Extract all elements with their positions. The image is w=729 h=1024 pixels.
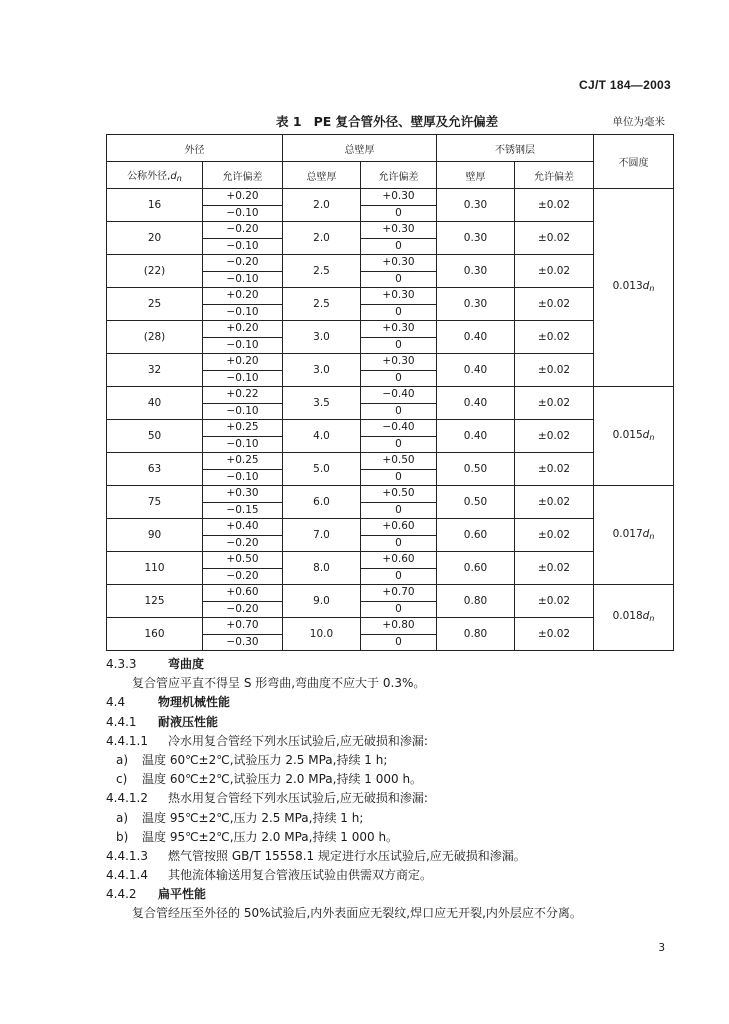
od-tolerance-upper: −0.20 xyxy=(203,255,283,272)
wall-tolerance-upper: +0.30 xyxy=(361,255,437,272)
total-wall-cell: 3.5 xyxy=(283,387,361,420)
od-tolerance-lower: −0.30 xyxy=(203,634,283,651)
header-steel-thickness: 壁厚 xyxy=(437,162,515,189)
clause-text: 冷水用复合管经下列水压试验后,应无破损和渗漏: xyxy=(168,733,428,748)
od-tolerance-upper: +0.40 xyxy=(203,519,283,536)
list-item xyxy=(106,809,676,828)
table-row xyxy=(107,354,674,371)
nominal-od-cell: 16 xyxy=(107,189,203,222)
nominal-od-cell: 20 xyxy=(107,222,203,255)
od-tolerance-lower: −0.10 xyxy=(203,403,283,420)
header-stainless-layer: 不锈钢层 xyxy=(437,135,594,162)
ovality-coefficient: 0.017 xyxy=(612,527,643,540)
body-text xyxy=(106,655,676,924)
nominal-od-cell: 25 xyxy=(107,288,203,321)
nominal-od-cell: 32 xyxy=(107,354,203,387)
wall-tolerance-lower: 0 xyxy=(361,337,437,354)
wall-tolerance-upper: +0.60 xyxy=(361,552,437,569)
list-label: a) xyxy=(116,810,129,825)
steel-tolerance-cell: ±0.02 xyxy=(515,552,594,585)
nominal-od-cell: 90 xyxy=(107,519,203,552)
steel-thickness-cell: 0.60 xyxy=(437,519,515,552)
steel-tolerance-cell: ±0.02 xyxy=(515,288,594,321)
list-label: b) xyxy=(116,829,129,844)
list-item xyxy=(106,828,676,847)
section-title: 扁平性能 xyxy=(158,887,207,902)
ovality-cell xyxy=(594,387,674,486)
od-tolerance-upper: +0.30 xyxy=(203,486,283,503)
wall-tolerance-upper: +0.80 xyxy=(361,618,437,635)
total-wall-cell: 4.0 xyxy=(283,420,361,453)
table-row xyxy=(107,486,674,503)
od-tolerance-upper: +0.20 xyxy=(203,354,283,371)
clause-4-4-1-4 xyxy=(106,866,676,885)
page-number: 3 xyxy=(658,942,665,954)
od-tolerance-lower: −0.10 xyxy=(203,436,283,453)
nominal-od-cell: (22) xyxy=(107,255,203,288)
ovality-coefficient: 0.018 xyxy=(612,610,643,622)
table-row xyxy=(107,255,674,272)
steel-thickness-cell: 0.60 xyxy=(437,552,515,585)
section-number: 4.3.3 xyxy=(106,657,137,671)
steel-tolerance-cell: ±0.02 xyxy=(515,354,594,387)
clause-text: 其他流体输送用复合管液压试验由供需双方商定。 xyxy=(168,868,433,883)
od-tolerance-lower: −0.10 xyxy=(203,271,283,288)
steel-thickness-cell: 0.30 xyxy=(437,189,515,222)
wall-tolerance-upper: +0.30 xyxy=(361,321,437,338)
section-title: 物理机械性能 xyxy=(158,695,231,710)
header-steel-tolerance: 允许偏差 xyxy=(515,162,594,189)
steel-thickness-cell: 0.40 xyxy=(437,387,515,420)
clause-4-4-1-1 xyxy=(106,732,676,751)
wall-tolerance-lower: 0 xyxy=(361,634,437,651)
header-total-wall-thickness: 总壁厚 xyxy=(283,162,361,189)
od-tolerance-upper: +0.60 xyxy=(203,585,283,602)
steel-tolerance-cell: ±0.02 xyxy=(515,453,594,486)
nominal-od-cell: 75 xyxy=(107,486,203,519)
od-tolerance-upper: +0.25 xyxy=(203,420,283,437)
total-wall-cell: 3.0 xyxy=(283,354,361,387)
od-tolerance-upper: +0.25 xyxy=(203,453,283,470)
wall-tolerance-upper: +0.50 xyxy=(361,453,437,470)
steel-tolerance-cell: ±0.02 xyxy=(515,189,594,222)
section-4-4 xyxy=(106,693,676,712)
wall-tolerance-lower: 0 xyxy=(361,304,437,321)
header-total-wall-tolerance: 允许偏差 xyxy=(361,162,437,189)
section-title: 耐液压性能 xyxy=(158,714,219,729)
od-tolerance-upper: +0.22 xyxy=(203,387,283,404)
total-wall-cell: 2.5 xyxy=(283,255,361,288)
ovality-subscript: n xyxy=(649,614,655,623)
wall-tolerance-upper: +0.50 xyxy=(361,486,437,503)
document-code: CJ/T 184—2003 xyxy=(579,78,671,92)
steel-thickness-cell: 0.30 xyxy=(437,222,515,255)
ovality-coefficient: 0.015 xyxy=(612,428,643,441)
table-row xyxy=(107,288,674,305)
section-4-3-3 xyxy=(106,655,676,674)
section-4-4-1 xyxy=(106,713,676,732)
table-caption xyxy=(276,112,498,130)
list-text: 温度 60℃±2℃,试验压力 2.5 MPa,持续 1 h; xyxy=(142,752,388,767)
ovality-symbol: d xyxy=(642,428,650,441)
table-row xyxy=(107,189,674,206)
section-number: 4.4.2 xyxy=(106,887,137,902)
table-row xyxy=(107,585,674,602)
steel-thickness-cell: 0.80 xyxy=(437,585,515,618)
table-row xyxy=(107,222,674,239)
od-tolerance-lower: −0.10 xyxy=(203,337,283,354)
ovality-symbol: d xyxy=(642,280,650,292)
list-item xyxy=(106,751,676,770)
steel-thickness-cell: 0.80 xyxy=(437,618,515,651)
wall-tolerance-lower: 0 xyxy=(361,436,437,453)
steel-tolerance-cell: ±0.02 xyxy=(515,255,594,288)
steel-thickness-cell: 0.40 xyxy=(437,321,515,354)
clause-text: 燃气管按照 GB/T 15558.1 规定进行水压试验后,应无破损和渗漏。 xyxy=(168,848,526,863)
table-caption-title: PE 复合管外径、壁厚及允许偏差 xyxy=(313,114,499,129)
total-wall-cell: 10.0 xyxy=(283,618,361,651)
total-wall-cell: 9.0 xyxy=(283,585,361,618)
total-wall-cell: 8.0 xyxy=(283,552,361,585)
total-wall-cell: 2.0 xyxy=(283,189,361,222)
nominal-od-cell: 50 xyxy=(107,420,203,453)
list-label: c) xyxy=(116,772,128,787)
total-wall-cell: 5.0 xyxy=(283,453,361,486)
nominal-od-cell: 40 xyxy=(107,387,203,420)
clause-4-4-1-3 xyxy=(106,847,676,866)
steel-tolerance-cell: ±0.02 xyxy=(515,585,594,618)
wall-tolerance-upper: +0.30 xyxy=(361,222,437,239)
wall-tolerance-upper: +0.30 xyxy=(361,288,437,305)
header-total-wall: 总壁厚 xyxy=(283,135,437,162)
header-od-tolerance: 允许偏差 xyxy=(203,162,283,189)
od-tolerance-lower: −0.15 xyxy=(203,502,283,519)
table-row xyxy=(107,453,674,470)
clause-number: 4.4.1.3 xyxy=(106,848,148,863)
dimension-table xyxy=(106,134,674,651)
od-tolerance-upper: +0.50 xyxy=(203,552,283,569)
list-label: a) xyxy=(116,752,129,767)
ovality-subscript: n xyxy=(649,531,655,541)
od-tolerance-lower: −0.10 xyxy=(203,304,283,321)
table-row xyxy=(107,519,674,536)
table-row xyxy=(107,321,674,338)
od-tolerance-lower: −0.20 xyxy=(203,535,283,552)
steel-thickness-cell: 0.30 xyxy=(437,255,515,288)
table-row xyxy=(107,420,674,437)
table-unit-note: 单位为毫米 xyxy=(612,116,665,128)
steel-tolerance-cell: ±0.02 xyxy=(515,618,594,651)
ovality-cell xyxy=(594,486,674,585)
ovality-cell xyxy=(594,585,674,651)
total-wall-cell: 3.0 xyxy=(283,321,361,354)
wall-tolerance-upper: −0.40 xyxy=(361,420,437,437)
wall-tolerance-lower: 0 xyxy=(361,370,437,387)
table-row xyxy=(107,618,674,635)
steel-thickness-cell: 0.50 xyxy=(437,453,515,486)
wall-tolerance-upper: +0.60 xyxy=(361,519,437,536)
nominal-od-cell: 110 xyxy=(107,552,203,585)
od-tolerance-upper: +0.20 xyxy=(203,189,283,206)
steel-thickness-cell: 0.40 xyxy=(437,420,515,453)
total-wall-cell: 7.0 xyxy=(283,519,361,552)
wall-tolerance-lower: 0 xyxy=(361,568,437,585)
paragraph: 复合管经压至外径的 50%试验后,内外表面应无裂纹,焊口应无开裂,内外层应不分离。 xyxy=(132,906,582,921)
steel-tolerance-cell: ±0.02 xyxy=(515,321,594,354)
steel-thickness-cell: 0.50 xyxy=(437,486,515,519)
nominal-od-cell: 125 xyxy=(107,585,203,618)
header-nominal-od xyxy=(107,162,203,189)
clause-number: 4.4.1.4 xyxy=(106,868,148,883)
ovality-coefficient: 0.013 xyxy=(612,280,643,292)
ovality-symbol: d xyxy=(642,527,650,540)
wall-tolerance-upper: +0.30 xyxy=(361,189,437,206)
od-tolerance-upper: +0.70 xyxy=(203,618,283,635)
wall-tolerance-lower: 0 xyxy=(361,238,437,255)
total-wall-cell: 2.5 xyxy=(283,288,361,321)
steel-thickness-cell: 0.30 xyxy=(437,288,515,321)
header-ovality: 不圆度 xyxy=(594,135,674,189)
od-tolerance-upper: +0.20 xyxy=(203,288,283,305)
wall-tolerance-upper: +0.30 xyxy=(361,354,437,371)
list-item xyxy=(106,770,676,789)
wall-tolerance-lower: 0 xyxy=(361,205,437,222)
od-tolerance-lower: −0.20 xyxy=(203,568,283,585)
wall-tolerance-upper: +0.70 xyxy=(361,585,437,602)
steel-tolerance-cell: ±0.02 xyxy=(515,222,594,255)
header-outer-diameter: 外径 xyxy=(107,135,283,162)
wall-tolerance-lower: 0 xyxy=(361,601,437,618)
nominal-od-cell: (28) xyxy=(107,321,203,354)
section-4-4-2 xyxy=(106,885,676,904)
table-caption-tag: 表 1 xyxy=(276,114,302,129)
clause-text: 热水用复合管经下列水压试验后,应无破损和渗漏: xyxy=(168,791,428,806)
ovality-subscript: n xyxy=(649,432,655,442)
wall-tolerance-lower: 0 xyxy=(361,469,437,486)
steel-thickness-cell: 0.40 xyxy=(437,354,515,387)
od-tolerance-lower: −0.20 xyxy=(203,601,283,618)
od-tolerance-lower: −0.10 xyxy=(203,469,283,486)
clause-number: 4.4.1.2 xyxy=(106,791,148,806)
header-nominal-od-sub: n xyxy=(176,174,182,183)
wall-tolerance-lower: 0 xyxy=(361,403,437,420)
wall-tolerance-lower: 0 xyxy=(361,535,437,552)
paragraph: 复合管应平直不得呈 S 形弯曲,弯曲度不应大于 0.3%。 xyxy=(132,676,426,691)
nominal-od-cell: 63 xyxy=(107,453,203,486)
steel-tolerance-cell: ±0.02 xyxy=(515,519,594,552)
od-tolerance-lower: −0.10 xyxy=(203,205,283,222)
od-tolerance-upper: +0.20 xyxy=(203,321,283,338)
wall-tolerance-upper: −0.40 xyxy=(361,387,437,404)
wall-tolerance-lower: 0 xyxy=(361,271,437,288)
steel-tolerance-cell: ±0.02 xyxy=(515,486,594,519)
section-number: 4.4 xyxy=(106,695,126,710)
total-wall-cell: 6.0 xyxy=(283,486,361,519)
list-text: 温度 95℃±2℃,压力 2.5 MPa,持续 1 h; xyxy=(142,810,364,825)
od-tolerance-lower: −0.10 xyxy=(203,370,283,387)
steel-tolerance-cell: ±0.02 xyxy=(515,387,594,420)
clause-4-4-1-2 xyxy=(106,789,676,808)
section-number: 4.4.1 xyxy=(106,714,137,729)
wall-tolerance-lower: 0 xyxy=(361,502,437,519)
list-text: 温度 95℃±2℃,压力 2.0 MPa,持续 1 000 h。 xyxy=(142,829,399,844)
ovality-subscript: n xyxy=(649,284,655,293)
od-tolerance-upper: −0.20 xyxy=(203,222,283,239)
clause-number: 4.4.1.1 xyxy=(106,733,148,748)
header-nominal-od-prefix: 公称外径, xyxy=(127,171,171,182)
section-title: 弯曲度 xyxy=(168,657,205,671)
total-wall-cell: 2.0 xyxy=(283,222,361,255)
od-tolerance-lower: −0.10 xyxy=(203,238,283,255)
nominal-od-cell: 160 xyxy=(107,618,203,651)
table-row xyxy=(107,552,674,569)
ovality-symbol: d xyxy=(642,610,650,622)
table-row xyxy=(107,387,674,404)
steel-tolerance-cell: ±0.02 xyxy=(515,420,594,453)
header-nominal-od-symbol: d xyxy=(170,171,177,182)
list-text: 温度 60℃±2℃,试验压力 2.0 MPa,持续 1 000 h。 xyxy=(142,772,423,787)
ovality-cell xyxy=(594,189,674,387)
